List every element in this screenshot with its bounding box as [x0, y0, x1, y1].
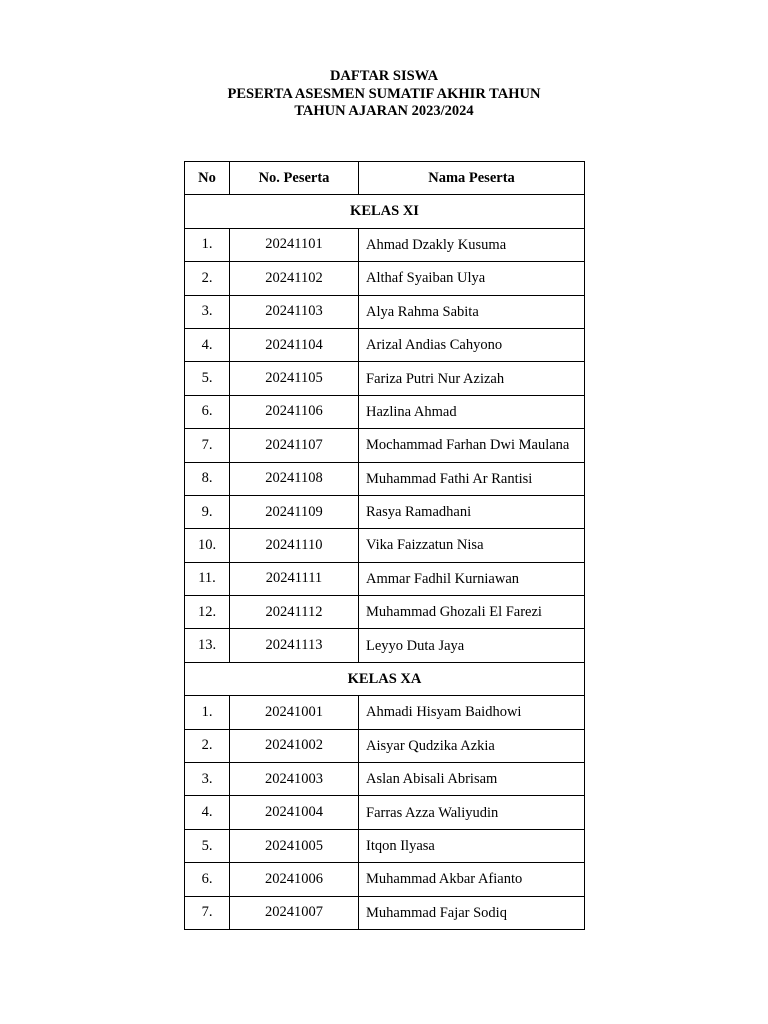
section-row [185, 195, 585, 228]
participant-name: Aslan Abisali Abrisam [359, 763, 585, 796]
participant-name: Ahmadi Hisyam Baidhowi [359, 696, 585, 729]
table-row [185, 429, 585, 462]
row-number: 10. [185, 529, 230, 562]
row-number: 4. [185, 328, 230, 361]
table-row [185, 362, 585, 395]
row-number: 8. [185, 462, 230, 495]
participant-number: 20241106 [230, 395, 359, 428]
participant-number: 20241003 [230, 763, 359, 796]
participant-name: Muhammad Ghozali El Farezi [359, 596, 585, 629]
row-number: 1. [185, 696, 230, 729]
header-nama-peserta: Nama Peserta [359, 162, 585, 195]
table-row [185, 562, 585, 595]
header-no: No [185, 162, 230, 195]
row-number: 2. [185, 729, 230, 762]
participant-name: Arizal Andias Cahyono [359, 328, 585, 361]
participant-number: 20241110 [230, 529, 359, 562]
section-label: KELAS XA [185, 662, 585, 695]
row-number: 7. [185, 429, 230, 462]
row-number: 9. [185, 495, 230, 528]
participant-name: Leyyo Duta Jaya [359, 629, 585, 662]
participant-name: Fariza Putri Nur Azizah [359, 362, 585, 395]
participant-name: Aisyar Qudzika Azkia [359, 729, 585, 762]
participant-number: 20241006 [230, 863, 359, 896]
header-no-peserta: No. Peserta [230, 162, 359, 195]
row-number: 3. [185, 295, 230, 328]
participant-number: 20241103 [230, 295, 359, 328]
row-number: 7. [185, 896, 230, 929]
table-header-row [185, 162, 585, 195]
table-row [185, 529, 585, 562]
section-row [185, 662, 585, 695]
table-row [185, 696, 585, 729]
participant-name: Muhammad Akbar Afianto [359, 863, 585, 896]
participant-number: 20241108 [230, 462, 359, 495]
participant-name: Althaf Syaiban Ulya [359, 262, 585, 295]
title-line: DAFTAR SISWA [329, 68, 439, 84]
participant-name: Ahmad Dzakly Kusuma [359, 228, 585, 261]
participant-number: 20241102 [230, 262, 359, 295]
participant-name: Alya Rahma Sabita [359, 295, 585, 328]
table-row [185, 262, 585, 295]
academic-year-line: TAHUN AJARAN 2023/2024 [294, 103, 474, 119]
table-row [185, 763, 585, 796]
subtitle-line: PESERTA ASESMEN SUMATIF AKHIR TAHUN [227, 85, 541, 102]
row-number: 5. [185, 829, 230, 862]
participant-name: Rasya Ramadhani [359, 495, 585, 528]
participant-name: Muhammad Fajar Sodiq [359, 896, 585, 929]
table-row [185, 295, 585, 328]
participant-number: 20241111 [230, 562, 359, 595]
participant-name: Muhammad Fathi Ar Rantisi [359, 462, 585, 495]
participant-name: Hazlina Ahmad [359, 395, 585, 428]
table-row [185, 495, 585, 528]
table-row [185, 829, 585, 862]
student-list-table [184, 161, 585, 930]
row-number: 2. [185, 262, 230, 295]
table-row [185, 328, 585, 361]
table-row [185, 629, 585, 662]
row-number: 6. [185, 395, 230, 428]
participant-number: 20241001 [230, 696, 359, 729]
participant-name: Farras Azza Waliyudin [359, 796, 585, 829]
table-row [185, 596, 585, 629]
document-title [0, 68, 768, 121]
participant-number: 20241105 [230, 362, 359, 395]
participant-name: Ammar Fadhil Kurniawan [359, 562, 585, 595]
participant-name: Mochammad Farhan Dwi Maulana [359, 429, 585, 462]
participant-number: 20241101 [230, 228, 359, 261]
participant-number: 20241107 [230, 429, 359, 462]
participant-number: 20241109 [230, 495, 359, 528]
participant-number: 20241004 [230, 796, 359, 829]
table-row [185, 896, 585, 929]
participant-number: 20241104 [230, 328, 359, 361]
row-number: 12. [185, 596, 230, 629]
table-row [185, 729, 585, 762]
row-number: 13. [185, 629, 230, 662]
table-row [185, 863, 585, 896]
table-row [185, 228, 585, 261]
table-row [185, 462, 585, 495]
row-number: 1. [185, 228, 230, 261]
participant-number: 20241002 [230, 729, 359, 762]
table-row [185, 395, 585, 428]
participant-name: Itqon Ilyasa [359, 829, 585, 862]
table-body [185, 195, 585, 930]
participant-name: Vika Faizzatun Nisa [359, 529, 585, 562]
participant-number: 20241007 [230, 896, 359, 929]
participant-number: 20241005 [230, 829, 359, 862]
section-label: KELAS XI [185, 195, 585, 228]
participant-number: 20241113 [230, 629, 359, 662]
row-number: 3. [185, 763, 230, 796]
row-number: 11. [185, 562, 230, 595]
row-number: 4. [185, 796, 230, 829]
table-row [185, 796, 585, 829]
row-number: 5. [185, 362, 230, 395]
row-number: 6. [185, 863, 230, 896]
participant-number: 20241112 [230, 596, 359, 629]
